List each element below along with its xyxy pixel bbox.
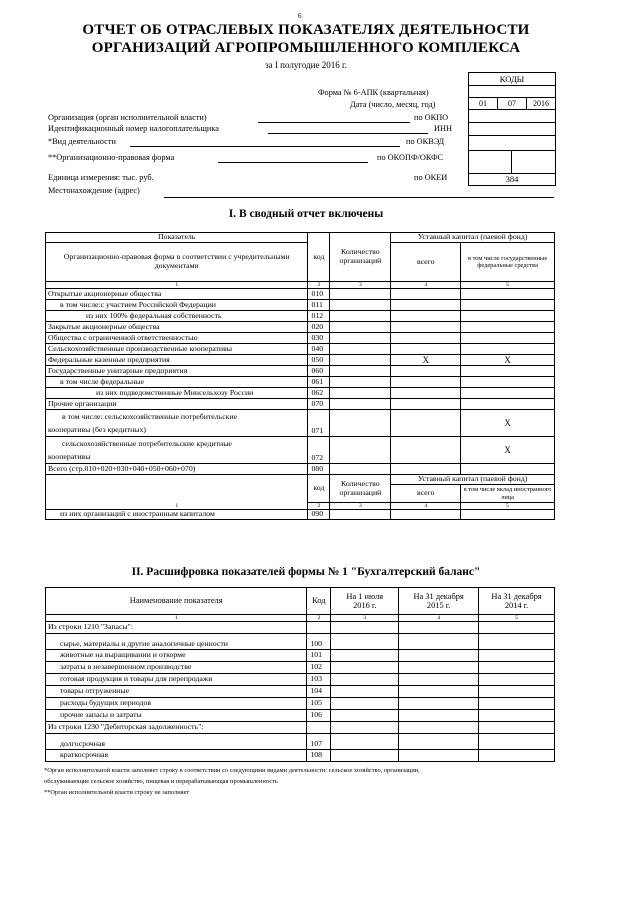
total-cell[interactable] — [391, 388, 461, 399]
organization-field[interactable] — [258, 113, 410, 123]
table-row-label: Закрытые акционерные общества — [46, 322, 308, 333]
table-row-code: 102 — [307, 662, 331, 674]
footnote-3: **Орган исполнительной власти строку не заполняет — [44, 789, 190, 796]
value-2016-cell[interactable] — [331, 710, 399, 722]
legal-form-header: Организационно-правовая форма в соответствии с учредительными документами — [46, 243, 308, 282]
table-row-label: товары отгруженные — [46, 686, 307, 698]
total-cell[interactable] — [391, 344, 461, 355]
count-cell[interactable] — [330, 377, 391, 388]
count-cell[interactable] — [330, 344, 391, 355]
table-row-code: 010 — [308, 289, 330, 300]
inn-field[interactable] — [268, 124, 428, 134]
federal-cell[interactable] — [461, 333, 555, 344]
value-2014-cell[interactable] — [479, 722, 555, 734]
okopf-cell[interactable] — [469, 151, 555, 174]
unit-label: Единица измерения: тыс. руб. — [48, 173, 154, 182]
date-cells — [469, 98, 555, 110]
date-month[interactable]: 07 — [498, 98, 527, 109]
inn-code-label: ИНН — [434, 124, 452, 133]
federal-cell[interactable] — [461, 300, 555, 311]
total-cell[interactable] — [391, 510, 461, 520]
total-cell[interactable]: X — [391, 355, 461, 366]
table-row-code: 012 — [308, 311, 330, 322]
table-row-label: Государственные унитарные предприятия — [46, 366, 308, 377]
value-2016-cell[interactable] — [331, 750, 399, 762]
value-2014-cell[interactable] — [479, 686, 555, 698]
count-cell[interactable] — [330, 333, 391, 344]
report-period: за I полугодие 2016 г. — [265, 60, 347, 70]
table-row-code: 104 — [307, 686, 331, 698]
table-row-code — [307, 622, 331, 634]
value-2016-cell[interactable] — [331, 622, 399, 634]
foreign-header: в том числе вклад иностранного лица — [461, 485, 555, 503]
col3-header: На 1 июля 2016 г. — [331, 588, 399, 615]
okved-label: по ОКВЭД — [406, 137, 445, 146]
value-2015-cell[interactable] — [399, 750, 479, 762]
col-number: 4 — [399, 615, 479, 622]
table-row — [46, 698, 555, 710]
legal-form-field[interactable] — [218, 153, 368, 163]
page-number: 6 — [298, 12, 302, 20]
col-number: 2 — [307, 615, 331, 622]
count-cell[interactable] — [330, 510, 391, 520]
table-row — [46, 388, 555, 399]
value-2014-cell[interactable] — [479, 710, 555, 722]
section2-table — [45, 587, 555, 762]
inn-label: Идентификационный номер налогоплательщика — [48, 124, 219, 133]
table-row-label: из них 100% федеральная собственность — [46, 311, 308, 322]
federal-cell[interactable] — [461, 311, 555, 322]
table-row — [46, 710, 555, 722]
table-row-label: животные на выращивании и откорме — [46, 650, 307, 662]
table-row-code: 071 — [308, 410, 330, 437]
value-2014-cell[interactable] — [479, 650, 555, 662]
table-row-code: 090 — [308, 510, 330, 520]
legal-form-label: **Организационно-правовая форма — [48, 153, 175, 162]
capital-header: Уставный капитал (паевой фонд) — [391, 233, 555, 243]
organization-label: Организация (орган исполнительной власти) — [48, 113, 207, 122]
col-number: 3 — [330, 503, 391, 510]
value-2015-cell[interactable] — [399, 622, 479, 634]
value-2015-cell[interactable] — [399, 686, 479, 698]
count-cell[interactable] — [330, 289, 391, 300]
table-row-label: Открытые акционерные общества — [46, 289, 308, 300]
federal-cell[interactable]: X — [461, 437, 555, 464]
federal-cell[interactable] — [461, 388, 555, 399]
table-row — [46, 686, 555, 698]
table-row-label: Из строки 1230 "Дебиторская задолженность": — [46, 722, 307, 734]
date-day[interactable]: 01 — [469, 98, 498, 109]
table-row-code: 070 — [308, 399, 330, 410]
okei-cell[interactable]: 384 — [505, 174, 519, 184]
federal-cell[interactable] — [461, 366, 555, 377]
okpo-cell[interactable] — [469, 110, 555, 123]
table-row-code: 061 — [308, 377, 330, 388]
section1-table — [45, 232, 555, 520]
value-2016-cell[interactable] — [331, 686, 399, 698]
address-field[interactable] — [164, 197, 554, 198]
blank-cell — [46, 475, 308, 503]
total-header-2: всего — [391, 485, 461, 503]
table-row-code: 050 — [308, 355, 330, 366]
okei-label: по ОКЕИ — [414, 173, 448, 182]
table-row-code: 040 — [308, 344, 330, 355]
col-number: 2 — [308, 503, 330, 510]
section2-title: II. Расшифровка показателей формы № 1 "Бухгалтерский баланс" — [131, 566, 481, 578]
footnote-1: *Орган исполнительной власти заполняет строку в соответствии со следующими видами деятельности: сельское хозяйство, организации, — [44, 767, 420, 774]
count-cell[interactable] — [330, 410, 391, 437]
value-2016-cell[interactable] — [331, 662, 399, 674]
count-cell[interactable] — [330, 464, 391, 475]
total-cell[interactable] — [391, 333, 461, 344]
okopf-label: по ОКОПФ/ОКФС — [377, 153, 444, 162]
foreign-cell[interactable] — [461, 510, 555, 520]
value-2014-cell[interactable] — [479, 622, 555, 634]
table-row-code: 080 — [308, 464, 330, 475]
total-cell[interactable] — [391, 464, 461, 475]
indicator-header: Показатель — [46, 233, 308, 243]
table-row-code: 101 — [307, 650, 331, 662]
total-cell[interactable] — [391, 377, 461, 388]
value-2014-cell[interactable] — [479, 674, 555, 686]
value-2015-cell[interactable] — [399, 710, 479, 722]
value-2015-cell[interactable] — [399, 734, 479, 750]
table-row-label: расходы будущих периодов — [46, 698, 307, 710]
table-row — [46, 622, 555, 634]
col-number: 3 — [330, 282, 391, 289]
federal-cell[interactable] — [461, 322, 555, 333]
table-row-label: Сельскохозяйственные производственные кооперативы — [46, 344, 308, 355]
value-2015-cell[interactable] — [399, 662, 479, 674]
table-row-label: в том числе: сельскохозяйственные потребительские кооперативы (без кредитных) — [46, 410, 308, 437]
count-cell[interactable] — [330, 399, 391, 410]
total-cell[interactable] — [391, 399, 461, 410]
col-number: 5 — [461, 282, 555, 289]
table-row-code: 108 — [307, 750, 331, 762]
form-code-cell[interactable] — [469, 86, 555, 98]
federal-cell[interactable] — [461, 464, 555, 475]
address-label: Местонахождение (адрес) — [48, 186, 140, 195]
table-row-label: Из строки 1210 "Запасы": — [46, 622, 307, 634]
codes-header: КОДЫ — [469, 73, 555, 86]
activity-field[interactable] — [130, 137, 400, 147]
col-number: 4 — [391, 503, 461, 510]
okved-cell[interactable] — [469, 136, 555, 151]
inn-cell[interactable] — [469, 123, 555, 136]
table-row-label: в том числе:с участием Российской Федерации — [46, 300, 308, 311]
col5-header: На 31 декабря 2014 г. — [479, 588, 555, 615]
table-row — [46, 634, 555, 650]
col-number: 1 — [46, 503, 308, 510]
name-header: Наименование показателя — [46, 588, 307, 615]
count-cell[interactable] — [330, 355, 391, 366]
col-number: 2 — [308, 282, 330, 289]
value-2015-cell[interactable] — [399, 650, 479, 662]
table-row-label: готовая продукция и товары для перепродажи — [46, 674, 307, 686]
value-2014-cell[interactable] — [479, 698, 555, 710]
table-row-code: 030 — [308, 333, 330, 344]
table-row-label: Прочие организации — [46, 399, 308, 410]
table-row-label: сельскохозяйственные потребительские кредитные кооперативы — [46, 437, 308, 464]
table-row-code: 060 — [308, 366, 330, 377]
table-row-label: долгосрочная — [46, 734, 307, 750]
footnote-2: обслуживающие сельское хозяйство, пищевая и перерабатывающая промышленность — [44, 778, 278, 785]
capital-header-2: Уставный капитал (паевой фонд) — [391, 475, 555, 485]
total-cell[interactable] — [391, 311, 461, 322]
date-label: Дата (число, месяц, год) — [350, 100, 436, 109]
value-2015-cell[interactable] — [399, 698, 479, 710]
value-2014-cell[interactable] — [479, 634, 555, 650]
table-row-code — [307, 722, 331, 734]
total-cell[interactable] — [391, 289, 461, 300]
date-year[interactable]: 2016 — [533, 99, 549, 108]
total-cell[interactable] — [391, 437, 461, 464]
table-row-code: 107 — [307, 734, 331, 750]
value-2014-cell[interactable] — [479, 750, 555, 762]
count-cell[interactable] — [330, 388, 391, 399]
federal-cell[interactable]: X — [461, 355, 555, 366]
federal-cell[interactable] — [461, 344, 555, 355]
table-row-label: Всего (стр.010+020+030+040+050+060+070) — [46, 464, 308, 475]
table-row — [46, 734, 555, 750]
count-header: Количество организаций — [330, 233, 391, 282]
value-2015-cell[interactable] — [399, 634, 479, 650]
table-row-label: Общества с ограниченной ответственностью — [46, 333, 308, 344]
section1-title: I. В сводный отчет включены — [228, 208, 384, 220]
total-header: всего — [391, 243, 461, 282]
okpo-label: по ОКПО — [414, 113, 449, 122]
activity-label: *Вид деятельности — [48, 137, 116, 146]
total-cell[interactable] — [391, 410, 461, 437]
code-header: Код — [307, 588, 331, 615]
table-row-code: 072 — [308, 437, 330, 464]
table-row-code: 103 — [307, 674, 331, 686]
table-row-code: 011 — [308, 300, 330, 311]
value-2014-cell[interactable] — [479, 734, 555, 750]
table-row-code: 106 — [307, 710, 331, 722]
code-header-2: код — [308, 475, 330, 503]
total-cell[interactable] — [391, 322, 461, 333]
table-row-label: в том числе федеральные — [46, 377, 308, 388]
report-title-line1: ОТЧЕТ ОБ ОТРАСЛЕВЫХ ПОКАЗАТЕЛЯХ ДЕЯТЕЛЬНОСТИ — [82, 22, 530, 38]
value-2016-cell[interactable] — [331, 674, 399, 686]
value-2015-cell[interactable] — [399, 722, 479, 734]
count-header-2: Количество организаций — [330, 475, 391, 503]
total-cell[interactable] — [391, 300, 461, 311]
value-2016-cell[interactable] — [331, 722, 399, 734]
value-2015-cell[interactable] — [399, 674, 479, 686]
col-number: 1 — [46, 282, 308, 289]
table-row — [46, 750, 555, 762]
federal-cell[interactable]: X — [461, 410, 555, 437]
table-row-label: сырье, материалы и другие аналогичные ценности — [46, 634, 307, 650]
form-label: Форма № 6-АПК (квартальная) — [318, 88, 429, 97]
table-row — [46, 399, 555, 410]
table-row — [46, 722, 555, 734]
table-row-code: 100 — [307, 634, 331, 650]
table-row-code: 020 — [308, 322, 330, 333]
table-row — [46, 300, 555, 311]
table-row — [46, 333, 555, 344]
table-row-label: прочие запасы и затраты — [46, 710, 307, 722]
table-row-code: 062 — [308, 388, 330, 399]
codes-box — [468, 72, 556, 186]
col-number: 5 — [479, 615, 555, 622]
code-header: код — [308, 233, 330, 282]
table-row — [46, 355, 555, 366]
federal-header: в том числе государственные федеральные средства — [461, 243, 555, 282]
count-cell[interactable] — [330, 311, 391, 322]
col-number: 3 — [331, 615, 399, 622]
count-cell[interactable] — [330, 366, 391, 377]
total-cell[interactable] — [391, 366, 461, 377]
count-cell[interactable] — [330, 437, 391, 464]
table-row — [46, 674, 555, 686]
table-row-label: Федеральные казенные предприятия — [46, 355, 308, 366]
value-2016-cell[interactable] — [331, 650, 399, 662]
value-2014-cell[interactable] — [479, 662, 555, 674]
table-row-label: из них подведомственные Минсельхозу России — [46, 388, 308, 399]
table-row-code: 105 — [307, 698, 331, 710]
federal-cell[interactable] — [461, 399, 555, 410]
table-row — [46, 289, 555, 300]
value-2016-cell[interactable] — [331, 698, 399, 710]
table-row — [46, 662, 555, 674]
table-row-label: затраты в незавершенном производстве — [46, 662, 307, 674]
table-row — [46, 366, 555, 377]
federal-cell[interactable] — [461, 377, 555, 388]
table-row — [46, 344, 555, 355]
table-row-label: из них организаций с иностранным капиталом — [46, 510, 308, 520]
col4-header: На 31 декабря 2015 г. — [399, 588, 479, 615]
col-number: 5 — [461, 503, 555, 510]
col-number: 4 — [391, 282, 461, 289]
count-cell[interactable] — [330, 322, 391, 333]
value-2016-cell[interactable] — [331, 634, 399, 650]
count-cell[interactable] — [330, 300, 391, 311]
value-2016-cell[interactable] — [331, 734, 399, 750]
report-title-line2: ОРГАНИЗАЦИЙ АГРОПРОМЫШЛЕННОГО КОМПЛЕКСА — [91, 40, 521, 56]
col-number: 1 — [46, 615, 307, 622]
table-row — [46, 650, 555, 662]
table-row — [46, 377, 555, 388]
table-row — [46, 311, 555, 322]
federal-cell[interactable] — [461, 289, 555, 300]
table-row — [46, 322, 555, 333]
table-row-label: краткосрочная — [46, 750, 307, 762]
